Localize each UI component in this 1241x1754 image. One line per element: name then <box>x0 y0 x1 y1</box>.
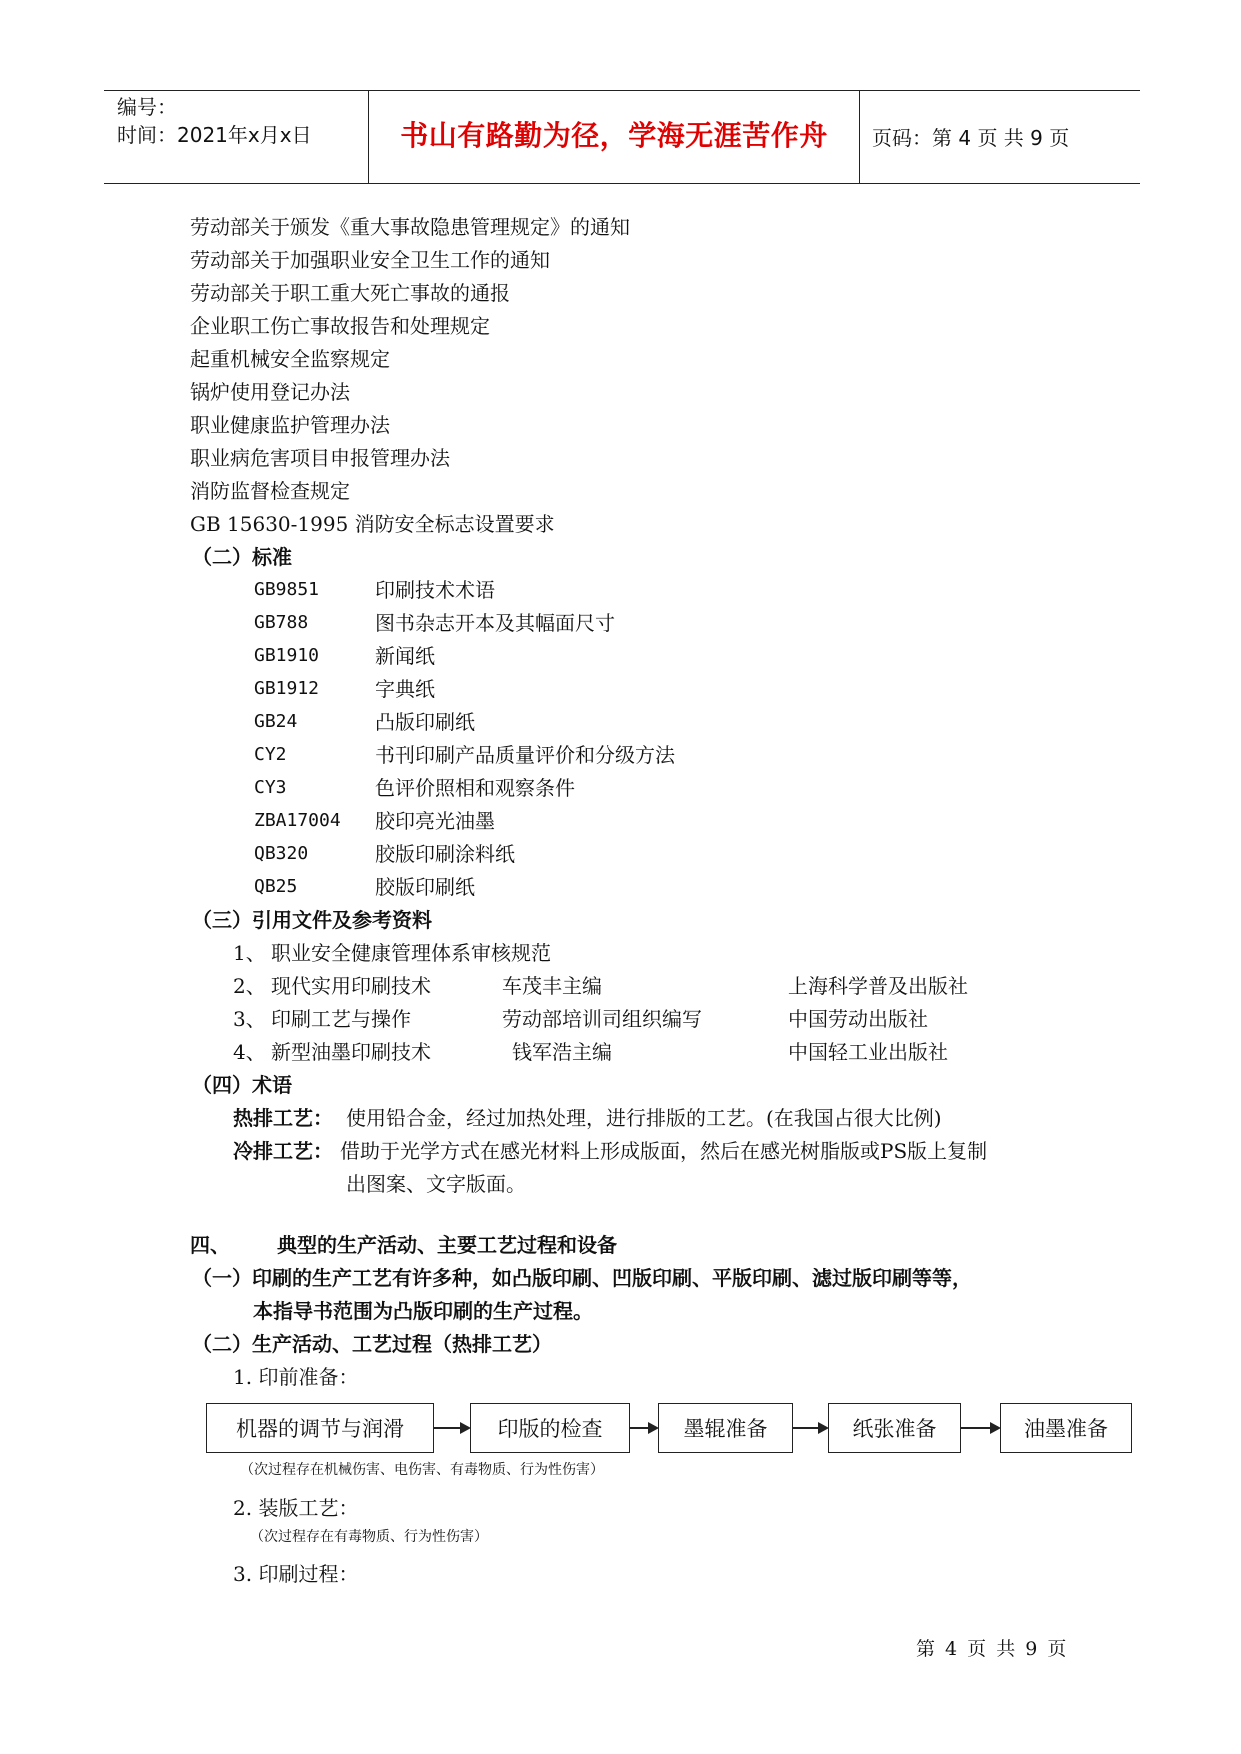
terms-heading: （四）术语 <box>192 1073 292 1097</box>
term-cold-definition-cont: 出图案、文字版面。 <box>346 1172 526 1196</box>
standard-code: GB9851 <box>254 579 320 600</box>
term-cold-label: 冷排工艺： <box>233 1139 333 1163</box>
references-heading: （三）引用文件及参考资料 <box>192 908 432 932</box>
section-title: 典型的生产活动、主要工艺过程和设备 <box>277 1233 617 1257</box>
document-number-label: 编号： <box>117 95 177 119</box>
reference-number: 1、 <box>233 941 266 965</box>
flow-step-paper: 纸张准备 <box>828 1403 961 1453</box>
header-page-label: 页码：第 4 页 共 9 页 <box>872 126 1070 150</box>
reference-author: 钱军浩主编 <box>512 1040 612 1064</box>
standard-name: 色评价照相和观察条件 <box>375 776 575 800</box>
header-divider-left <box>368 91 369 183</box>
subsection-two-heading: （二）生产活动、工艺过程（热排工艺） <box>192 1332 552 1356</box>
document-time-label: 时间：2021年x月x日 <box>117 123 312 147</box>
standard-code: GB24 <box>254 711 298 732</box>
regulation-item: 企业职工伤亡事故报告和处理规定 <box>190 314 490 338</box>
page-footer: 第 4 页 共 9 页 <box>916 1638 1069 1660</box>
reference-publisher: 上海科学普及出版社 <box>788 974 968 998</box>
standard-name: 印刷技术术语 <box>375 578 495 602</box>
header-motto: 书山有路勤为径，学海无涯苦作舟 <box>400 119 828 152</box>
standard-name: 胶印亮光油墨 <box>375 809 495 833</box>
standard-code: GB788 <box>254 612 309 633</box>
standard-code: QB320 <box>254 843 309 864</box>
header-top-rule <box>104 90 1140 91</box>
standard-code: GB1910 <box>254 645 320 666</box>
subsection-one-line2: 本指导书范围为凸版印刷的生产过程。 <box>253 1299 593 1323</box>
term-hot-label: 热排工艺： <box>233 1106 333 1130</box>
step-plate-mounting: 2. 装版工艺： <box>233 1496 359 1520</box>
reference-title: 印刷工艺与操作 <box>271 1007 411 1031</box>
regulation-item: 职业病危害项目申报管理办法 <box>190 446 450 470</box>
hazard-note-plate-mounting: （次过程存在有毒物质、行为性伤害） <box>250 1529 488 1545</box>
reference-number: 2、 <box>233 974 266 998</box>
standards-heading: （二）标准 <box>192 545 292 569</box>
standard-name: 凸版印刷纸 <box>375 710 475 734</box>
flow-arrow <box>793 1427 827 1429</box>
regulation-item: 职业健康监护管理办法 <box>190 413 390 437</box>
standard-name: 胶版印刷涂料纸 <box>375 842 515 866</box>
flow-step-plate-check: 印版的检查 <box>470 1403 630 1453</box>
reference-number: 4、 <box>233 1040 266 1064</box>
regulation-item: GB 15630-1995 消防安全标志设置要求 <box>190 512 555 536</box>
regulation-item: 劳动部关于加强职业安全卫生工作的通知 <box>190 248 550 272</box>
subsection-one-line1: （一）印刷的生产工艺有许多种，如凸版印刷、凹版印刷、平版印刷、滤过版印刷等等， <box>192 1266 972 1290</box>
regulation-item: 劳动部关于职工重大死亡事故的通报 <box>190 281 510 305</box>
regulation-item: 起重机械安全监察规定 <box>190 347 390 371</box>
flow-arrow <box>434 1427 469 1429</box>
regulation-item: 锅炉使用登记办法 <box>190 380 350 404</box>
standard-code: CY2 <box>254 744 287 765</box>
flow-step-machine-adjustment: 机器的调节与润滑 <box>206 1403 434 1453</box>
regulation-item: 消防监督检查规定 <box>190 479 350 503</box>
standard-name: 书刊印刷产品质量评价和分级方法 <box>375 743 675 767</box>
reference-publisher: 中国劳动出版社 <box>788 1007 928 1031</box>
reference-number: 3、 <box>233 1007 266 1031</box>
reference-author: 车茂丰主编 <box>502 974 602 998</box>
header-bottom-rule <box>104 183 1140 184</box>
term-hot-definition: 使用铅合金，经过加热处理，进行排版的工艺。(在我国占很大比例) <box>346 1106 942 1130</box>
reference-publisher: 中国轻工业出版社 <box>788 1040 948 1064</box>
reference-title: 现代实用印刷技术 <box>271 974 431 998</box>
flow-arrow <box>961 1427 999 1429</box>
header-meta <box>117 93 312 149</box>
flow-arrow <box>630 1427 657 1429</box>
flow-step-ink-roller: 墨辊准备 <box>658 1403 793 1453</box>
header-divider-right <box>859 91 860 183</box>
flow-step-ink: 油墨准备 <box>1000 1403 1132 1453</box>
standard-name: 新闻纸 <box>375 644 435 668</box>
standard-name: 字典纸 <box>375 677 435 701</box>
regulation-item: 劳动部关于颁发《重大事故隐患管理规定》的通知 <box>190 215 630 239</box>
section-number: 四、 <box>190 1233 230 1257</box>
reference-title: 新型油墨印刷技术 <box>271 1040 431 1064</box>
step-pre-press: 1. 印前准备： <box>233 1365 359 1389</box>
reference-author: 劳动部培训司组织编写 <box>502 1007 702 1031</box>
standard-code: ZBA17004 <box>254 810 341 831</box>
step-printing: 3. 印刷过程： <box>233 1562 359 1586</box>
standard-name: 图书杂志开本及其幅面尺寸 <box>375 611 615 635</box>
standard-code: GB1912 <box>254 678 320 699</box>
reference-title: 职业安全健康管理体系审核规范 <box>271 941 551 965</box>
standard-code: CY3 <box>254 777 287 798</box>
hazard-note-pre-press: （次过程存在机械伤害、电伤害、有毒物质、行为性伤害） <box>240 1462 604 1478</box>
standard-code: QB25 <box>254 876 298 897</box>
term-cold-definition: 借助于光学方式在感光材料上形成版面，然后在感光树脂版或PS版上复制 <box>340 1139 988 1163</box>
standard-name: 胶版印刷纸 <box>375 875 475 899</box>
